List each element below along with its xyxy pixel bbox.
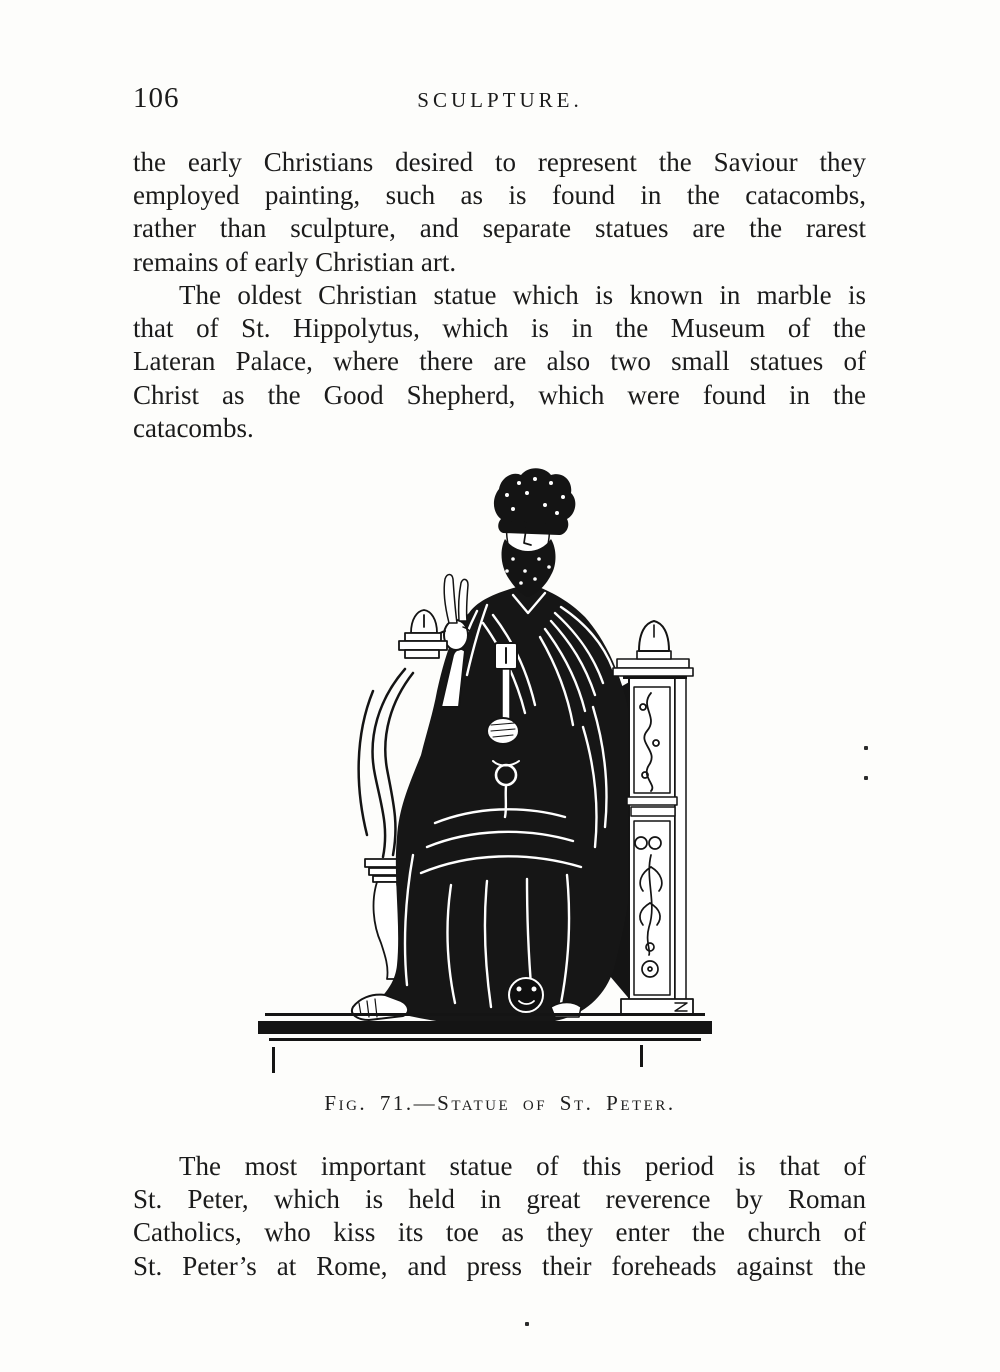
body-paragraph-2 [133, 279, 866, 445]
statue-head [494, 468, 575, 597]
text-line: Christ as the Good Shepherd, which were found in the [133, 379, 866, 410]
statue-engraving [255, 455, 715, 1075]
figure-illustration [255, 455, 715, 1075]
text-line: St. Peter, which is held in great reverence by Roman [133, 1184, 866, 1215]
text-line: remains of early Christian art. [133, 246, 457, 277]
text-line: Catholics, who kiss its toe as they enter the church of [133, 1217, 866, 1248]
text-line: Lateran Palace, where there are also two small statues of [133, 346, 866, 377]
page-number: 106 [133, 82, 180, 114]
base-platform [258, 1013, 712, 1073]
text-line: the early Christians desired to represent the Saviour they [133, 147, 866, 177]
text-line: that of St. Hippolytus, which is in the Museum of the [133, 313, 866, 344]
text-line: rather than sculpture, and separate statues are the rarest [133, 213, 866, 244]
figure-caption: Fig. 71.—Statue of St. Peter. [324, 1091, 676, 1115]
scan-speck [864, 746, 868, 750]
running-header: SCULPTURE. [417, 88, 583, 112]
text-line: catacombs. [133, 412, 254, 443]
text-line: employed painting, such as is found in the catacombs, [133, 180, 866, 211]
body-paragraph-3 [133, 1150, 866, 1283]
body-paragraph-1 [133, 146, 866, 279]
throne-left-finial [399, 610, 447, 658]
text-line: St. Peter’s at Rome, and press their foreheads against the [133, 1250, 866, 1281]
text-line: The oldest Christian statue which is known in marble is [179, 280, 866, 310]
lion-head-ornament [509, 978, 543, 1012]
scan-speck [525, 1322, 529, 1326]
scan-speck [864, 776, 868, 780]
text-line: The most important statue of this period is that of [179, 1151, 866, 1181]
